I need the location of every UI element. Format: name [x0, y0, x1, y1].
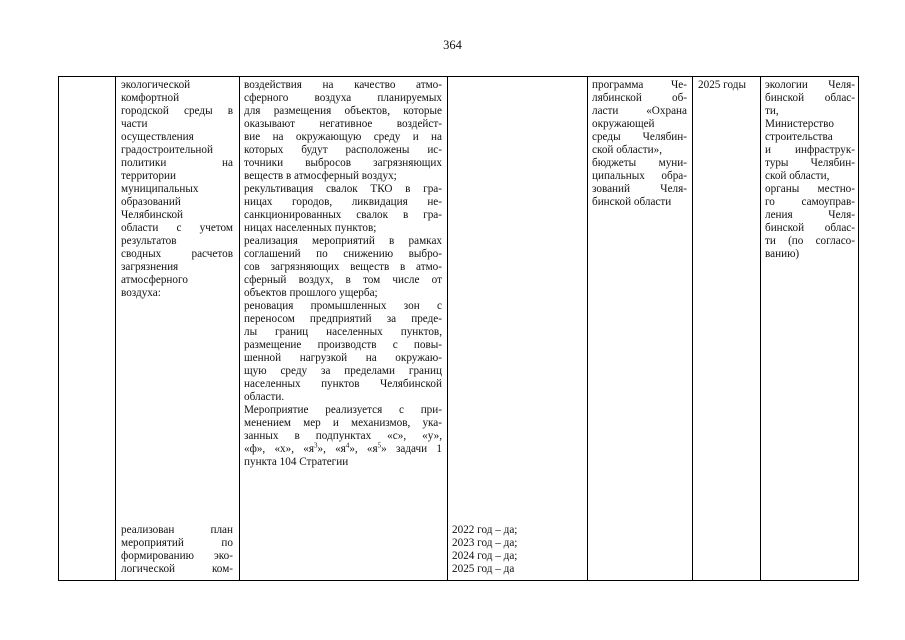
- year-line: 2025 год – да: [452, 563, 515, 575]
- text-line: строительства: [765, 131, 833, 143]
- text-line: ласти «Охрана: [592, 105, 687, 117]
- text-line: ти,: [765, 105, 779, 117]
- text-line: бюджеты муни-: [592, 157, 687, 169]
- text-line: реновация промышленных зон с: [244, 300, 442, 312]
- text-line: атмосферного: [121, 274, 188, 286]
- text-line: формированию эко-: [121, 550, 233, 562]
- text-line: городской среды в: [121, 105, 233, 117]
- text-line: ципальных обра-: [592, 170, 687, 182]
- text-line: окружающей: [592, 118, 655, 130]
- text-line: ской области,: [765, 170, 830, 182]
- column-divider: [115, 77, 116, 580]
- text-line: осуществления: [121, 131, 194, 143]
- measures-lines: [244, 79, 442, 443]
- text-line: Челябинской: [121, 209, 184, 221]
- text-line: реализован план: [121, 524, 233, 536]
- text-line: мероприятий по: [121, 537, 233, 549]
- text-line: и инфраструк-: [765, 144, 855, 156]
- text-line: ницах населенных пунктов;: [244, 222, 377, 234]
- text-line: сферный воздух, в том числе от: [244, 274, 442, 286]
- text-line: воздействия на качество атмо-: [244, 79, 442, 91]
- text-line: ления Челя-: [765, 209, 855, 221]
- text-line: ванию): [765, 248, 800, 260]
- period-cell: [698, 79, 756, 92]
- text-line: сферного воздуха планируемых: [244, 92, 442, 104]
- text-line: санкционированных свалок в гра-: [244, 209, 442, 221]
- period-text: 2025 годы: [698, 79, 746, 91]
- text-line: сводных расчетов: [121, 248, 233, 260]
- text-line: веществ в атмосферный воздух;: [244, 170, 397, 182]
- text-line: области с учетом: [121, 222, 233, 234]
- text-line: которых будут расположены ис-: [244, 144, 442, 156]
- text-line: территории: [121, 170, 176, 182]
- text-line: шенной нагрузкой на окружаю-: [244, 352, 442, 364]
- text-line: лябинской об-: [592, 92, 687, 104]
- measures-table: [58, 76, 859, 581]
- column-divider: [587, 77, 588, 580]
- column-divider: [447, 77, 448, 580]
- text-line: ницах городов, ликвидация не-: [244, 196, 442, 208]
- text-line: рекультивация свалок ТКО в гра-: [244, 183, 442, 195]
- years-status-cell: [452, 524, 582, 576]
- text-line: бинской облас-: [765, 92, 855, 104]
- text-line: реализация мероприятий в рамках: [244, 235, 442, 247]
- measures-last-line: пункта 104 Стратегии: [244, 456, 349, 468]
- responsible-cell: [765, 79, 855, 261]
- text-line: воздуха:: [121, 287, 161, 299]
- year-line: 2023 год – да;: [452, 537, 518, 549]
- text-line: части: [121, 118, 148, 130]
- text-line: объектов прошлого ущерба;: [244, 287, 378, 299]
- funding-source-cell: [592, 79, 687, 209]
- text-line: щую среду за пределами границ: [244, 365, 442, 377]
- text-line: го самоуправ-: [765, 196, 855, 208]
- text-line: комфортной: [121, 92, 180, 104]
- column-divider: [692, 77, 693, 580]
- text-line: загрязнения: [121, 261, 179, 273]
- text-line: среды Челябин-: [592, 131, 687, 143]
- text-line: ской области»,: [592, 144, 662, 156]
- text-line: переносом предприятий за преде-: [244, 313, 442, 325]
- text-line: ти (по согласо-: [765, 235, 855, 247]
- text-line: области.: [244, 391, 285, 403]
- text-line: занных в подпунктах «с», «у»,: [244, 430, 442, 442]
- text-line: программа Че-: [592, 79, 687, 91]
- text-line: Министерство: [765, 118, 834, 130]
- text-line: оказывают негативное воздейст-: [244, 118, 442, 130]
- text-line: экологии Челя-: [765, 79, 855, 91]
- text-line: бинской облас-: [765, 222, 855, 234]
- text-line: соглашений по снижению выбро-: [244, 248, 442, 260]
- text-line: муниципальных: [121, 183, 199, 195]
- goal-text-cell: [121, 79, 233, 300]
- page-number: 364: [443, 38, 462, 52]
- year-line: 2024 год – да;: [452, 550, 518, 562]
- text-line: органы местно-: [765, 183, 855, 195]
- measures-line-superscripts: «ф», «х», «$я^3$», «$я^4$», «$я^5$» задачи 1: [244, 441, 442, 455]
- text-line: для размещения объектов, которые: [244, 105, 442, 117]
- column-divider: [239, 77, 240, 580]
- text-line: точники выбросов загрязняющих: [244, 157, 442, 169]
- text-line: логической ком-: [121, 563, 233, 575]
- text-line: бинской области: [592, 196, 672, 208]
- year-line: 2022 год – да;: [452, 524, 518, 536]
- text-line: сов загрязняющих веществ в атмо-: [244, 261, 442, 273]
- measures-text-cell: [244, 79, 442, 469]
- indicator-text-cell: [121, 524, 233, 576]
- text-line: зований Челя-: [592, 183, 687, 195]
- text-line: политики на: [121, 157, 233, 169]
- text-line: населенных пунктов Челябинской: [244, 378, 442, 390]
- text-line: Мероприятие реализуется с при-: [244, 404, 442, 416]
- text-line: градостроительной: [121, 144, 213, 156]
- text-line: туры Челябин-: [765, 157, 855, 169]
- text-line: менением мер и механизмов, ука-: [244, 417, 442, 429]
- text-line: образований: [121, 196, 181, 208]
- text-line: лы границ населенных пунктов,: [244, 326, 442, 338]
- text-line: экологической: [121, 79, 191, 91]
- column-divider: [760, 77, 761, 580]
- text-line: размещение производств с повы-: [244, 339, 442, 351]
- text-line: результатов: [121, 235, 177, 247]
- text-line: вие на окружающую среду и на: [244, 131, 442, 143]
